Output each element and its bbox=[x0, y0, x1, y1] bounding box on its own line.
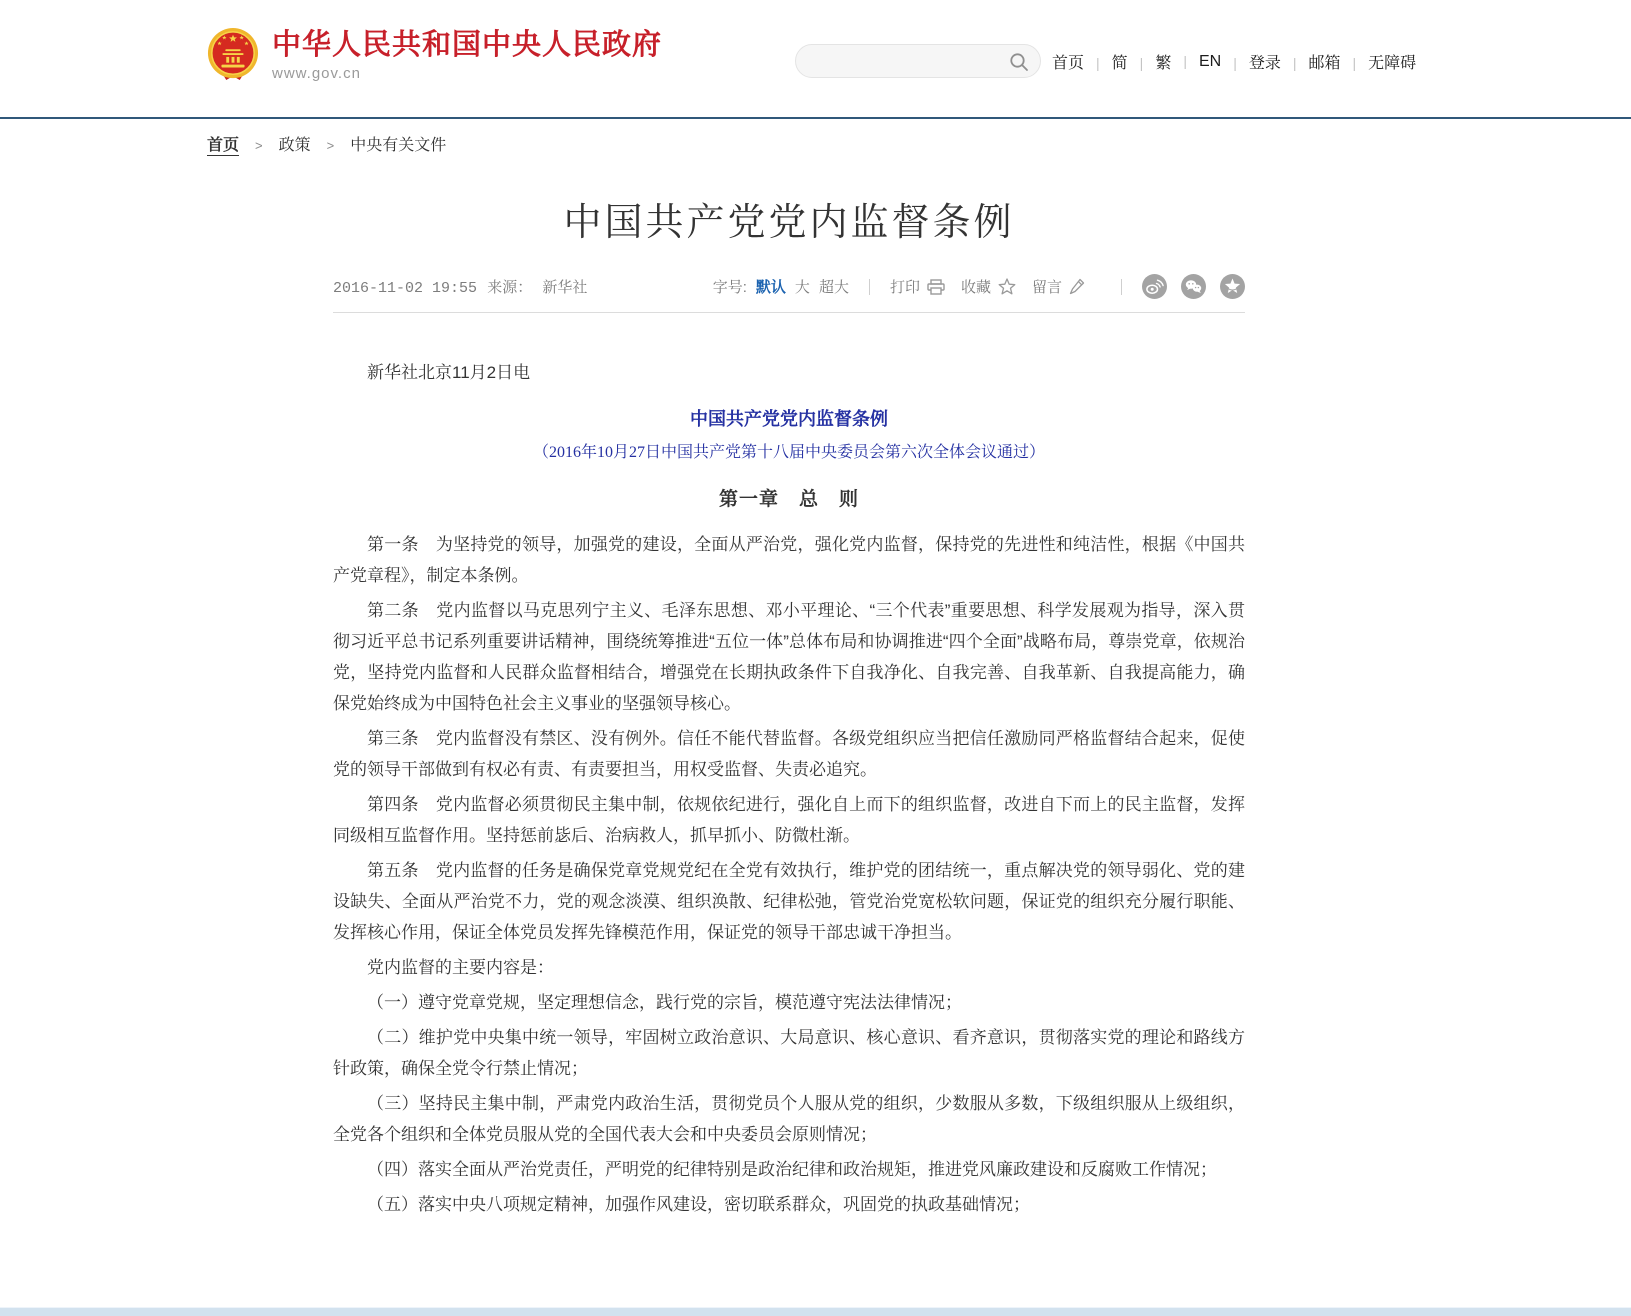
article-meta bbox=[333, 274, 1245, 299]
pencil-icon bbox=[1069, 278, 1085, 295]
source-name: 新华社 bbox=[542, 279, 588, 296]
paragraph: 中国共产党党内监督条例 bbox=[690, 409, 888, 429]
paragraph: （一）遵守党章党规，坚定理想信念，践行党的宗旨，模范遵守宪法法律情况； bbox=[367, 993, 962, 1012]
paragraph: 第一章 总 则 bbox=[718, 489, 859, 510]
article-body bbox=[333, 357, 1245, 1220]
print-button[interactable] bbox=[890, 276, 945, 297]
favorite-button[interactable] bbox=[961, 276, 1016, 297]
footer-strip bbox=[0, 1307, 1631, 1316]
paragraph: （三）坚持民主集中制，严肃党内政治生活，贯彻党员个人服从党的组织，少数服从多数，下级组织服从上级组织，全党各个组织和全体党员服从党的全国代表大会和中央委员会原则情况； bbox=[333, 1094, 1245, 1144]
breadcrumb-item[interactable]: > 中央有关文件 bbox=[311, 137, 447, 154]
weibo-icon[interactable] bbox=[1142, 274, 1167, 299]
paragraph: 第二条 党内监督以马克思列宁主义、毛泽东思想、邓小平理论、“三个代表”重要思想、科学发展观为指导，深入贯彻习近平总书记系列重要讲话精神，围绕统筹推进“五位一体”总体布局和协调推进“四个全面”战略布局，尊崇党章，依规治党，坚持党内监督和人民群众监督相结合，增强党在长期执政条件下自我净化、自我完善、自我革新、自我提高能力，确保党始终成为中国特色社会主义事业的坚强领导核心。 bbox=[333, 601, 1245, 713]
printer-icon bbox=[927, 279, 945, 295]
paragraph: 新华社北京11月2日电 bbox=[367, 363, 531, 382]
article bbox=[333, 0, 1245, 1224]
top-nav-item[interactable]: | EN bbox=[1171, 53, 1221, 71]
star-icon bbox=[998, 278, 1016, 295]
paragraph: 第四条 党内监督必须贯彻民主集中制，依规依纪进行，强化自上而下的组织监督，改进自下而上的民主监督，发挥同级相互监督作用。坚持惩前毖后、治病救人，抓早抓小、防微杜渐。 bbox=[333, 795, 1245, 845]
national-emblem-icon bbox=[207, 28, 259, 87]
top-nav-item[interactable]: | 邮箱 bbox=[1281, 50, 1341, 73]
print-label: 打印 bbox=[889, 279, 920, 296]
favorite-label: 收藏 bbox=[960, 279, 991, 296]
comment-label: 留言 bbox=[1031, 279, 1062, 296]
site-title: 中华人民共和国中央人民政府 bbox=[272, 29, 663, 61]
paragraph: （2016年10月27日中国共产党第十八届中央委员会第六次全体会议通过） bbox=[532, 444, 1045, 461]
breadcrumb-item[interactable]: 首页 bbox=[207, 137, 240, 154]
top-nav-item[interactable]: | 无障碍 bbox=[1341, 50, 1417, 73]
top-nav-item[interactable]: | 繁 bbox=[1128, 50, 1172, 73]
source-label: 来源： bbox=[487, 279, 533, 296]
comment-button[interactable] bbox=[1032, 276, 1085, 297]
top-nav-item[interactable]: | 简 bbox=[1084, 50, 1128, 73]
paragraph: 第三条 党内监督没有禁区、没有例外。信任不能代替监督。各级党组织应当把信任激励同严格监督结合起来，促使党的领导干部做到有权必有责、有责要担当，用权受监督、失责必追究。 bbox=[333, 729, 1245, 779]
font-size-xlarge[interactable]: 超大 bbox=[818, 279, 849, 296]
paragraph: 第一条 为坚持党的领导，加强党的建设，全面从严治党，强化党内监督，保持党的先进性和纯洁性，根据《中国共产党章程》，制定本条例。 bbox=[333, 535, 1245, 585]
divider bbox=[1121, 279, 1122, 295]
divider bbox=[869, 279, 870, 295]
meta-divider bbox=[333, 312, 1245, 313]
share-buttons bbox=[1142, 274, 1245, 299]
paragraph: （二）维护党中央集中统一领导，牢固树立政治意识、大局意识、核心意识、看齐意识，贯彻落实党的理论和路线方针政策，确保全党令行禁止情况； bbox=[333, 1028, 1245, 1078]
publish-datetime: 2016-11-02 19:55 bbox=[333, 280, 478, 297]
site-url: www.gov.cn bbox=[272, 65, 361, 82]
top-nav-item[interactable]: 首页 bbox=[1052, 55, 1085, 72]
font-size-default[interactable]: 默认 bbox=[755, 279, 786, 296]
page-title: 中国共产党党内监督条例 bbox=[563, 202, 1015, 244]
breadcrumb-item[interactable]: > 政策 bbox=[239, 137, 311, 154]
font-size-large[interactable]: 大 bbox=[794, 279, 810, 296]
paragraph: （四）落实全面从严治党责任，严明党的纪律特别是政治纪律和政治规矩，推进党风廉政建设和反腐败工作情况； bbox=[367, 1160, 1217, 1179]
paragraph: （五）落实中央八项规定精神，加强作风建设，密切联系群众，巩固党的执政基础情况； bbox=[367, 1195, 1030, 1214]
qzone-icon[interactable] bbox=[1220, 274, 1245, 299]
paragraph: 第五条 党内监督的任务是确保党章党规党纪在全党有效执行，维护党的团结统一，重点解决党的领导弱化、党的建设缺失、全面从严治党不力，党的观念淡漠、组织涣散、纪律松弛，管党治党宽松软问题，保证党的组织充分履行职能、发挥核心作用，保证全体党员发挥先锋模范作用，保证党的领导干部忠诚干净担当。 bbox=[333, 861, 1245, 942]
paragraph: 党内监督的主要内容是： bbox=[367, 958, 554, 977]
font-size-label: 字号: bbox=[712, 279, 747, 296]
top-nav-item[interactable]: | 登录 bbox=[1221, 50, 1281, 73]
wechat-icon[interactable] bbox=[1181, 274, 1206, 299]
